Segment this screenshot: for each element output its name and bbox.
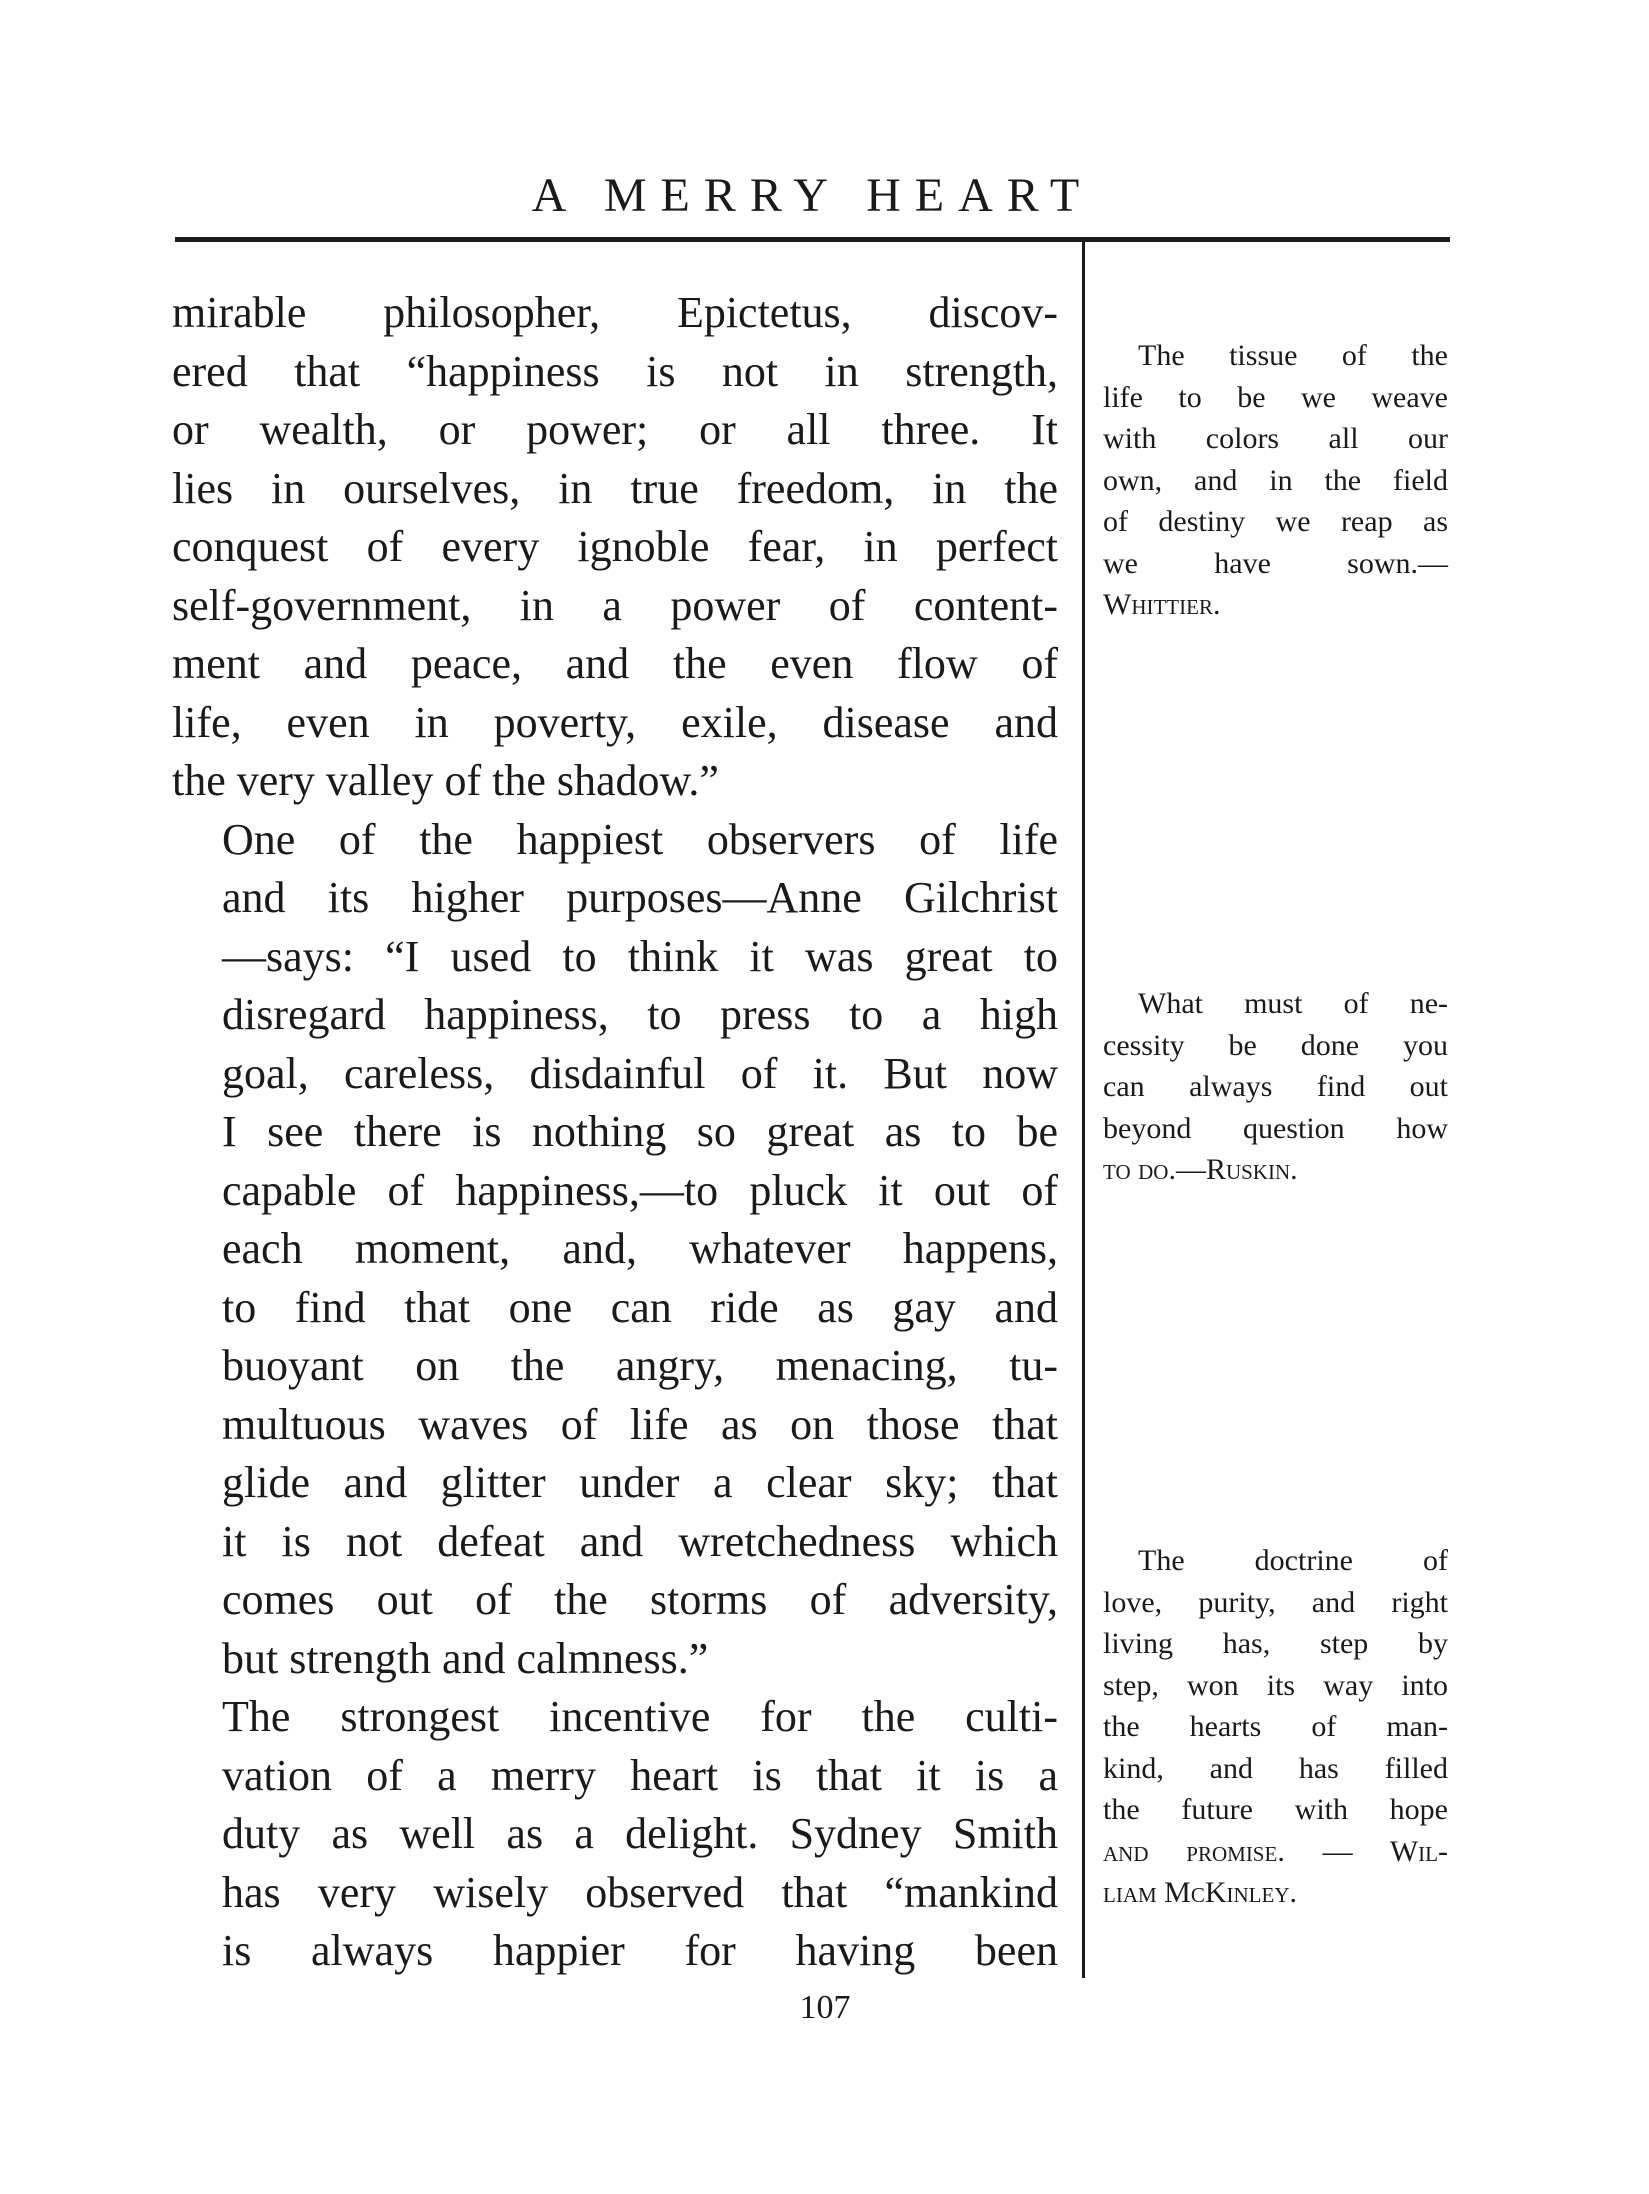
sidenote-line: beyond question how [1103,1111,1448,1145]
column-divider-rule [1082,240,1085,1978]
text-line: buoyant on the angry, menacing, tu- [222,1341,1058,1390]
text-line: the very valley of the shadow.” [172,756,719,805]
sidenote-line: step, won its way into [1103,1668,1448,1702]
paragraph-gilchrist [172,811,1058,1689]
text-line: conquest of every ignoble fear, in perfect [172,522,1058,571]
sidenote-line: cessity be done you [1103,1028,1448,1062]
text-line: but strength and calmness.” [222,1633,709,1683]
text-line: The strongest incentive for the culti- [222,1692,1058,1741]
sidenote-attribution: Whittier. [1103,588,1221,621]
text-line: comes out of the storms of adversity, [222,1575,1058,1624]
text-line: self-government, in a power of content- [172,580,1058,630]
page-number: 107 [799,1989,851,2026]
text-line: ment and peace, and the even flow of [172,639,1058,688]
sidenote-line: The doctrine of [1138,1544,1448,1577]
sidenote-attribution: liam McKinley. [1103,1876,1297,1909]
header-rule [175,237,1450,242]
sidenote-line: and promise. — Wil- [1103,1834,1448,1868]
text-line: is always happier for having been [222,1926,1058,1975]
main-text-column [172,284,1058,1981]
sidenote-ruskin [1103,983,1448,1191]
text-line: lies in ourselves, in true freedom, in the [172,463,1058,513]
sidenote-line: of destiny we reap as [1103,505,1448,538]
sidenote-line: love, purity, and right [1103,1585,1448,1619]
text-line: ered that “happiness is not in strength, [172,346,1058,396]
paragraph-sydney-smith [172,1688,1058,1981]
sidenote-whittier [1103,335,1448,626]
text-line: has very wisely observed that “mankind [222,1867,1058,1917]
text-line: it is not defeat and wretchedness which [222,1516,1058,1566]
text-line: disregard happiness, to press to a high [222,990,1058,1039]
text-line: to find that one can ride as gay and [222,1282,1058,1332]
text-line: mirable philosopher, Epictetus, discov- [172,288,1058,337]
sidenote-line: living has, step by [1103,1627,1448,1660]
text-line: each moment, and, whatever happens, [222,1224,1058,1273]
sidenote-line: the future with hope [1103,1793,1448,1826]
text-line: duty as well as a delight. Sydney Smith [222,1809,1058,1858]
text-line: I see there is nothing so great as to be [222,1107,1058,1156]
sidenote-line: What must of ne- [1138,987,1448,1020]
text-line: or wealth, or power; or all three. It [172,405,1058,454]
text-line: glide and glitter under a clear sky; that [222,1458,1058,1507]
sidenote-mckinley [1103,1540,1448,1914]
sidenote-line: kind, and has filled [1103,1751,1448,1785]
text-line: —says: “I used to think it was great to [222,931,1058,981]
sidenote-line: own, and in the field [1103,463,1448,497]
running-title: A MERRY HEART [531,169,1094,222]
text-line: One of the happiest observers of life [222,814,1058,864]
sidenote-line: the hearts of man- [1103,1710,1448,1743]
sidenote-line: life to be we weave [1103,380,1448,414]
text-line: life, even in poverty, exile, disease and [172,697,1058,747]
text-line: vation of a merry heart is that it is a [222,1750,1058,1800]
text-line: goal, careless, disdainful of it. But now [222,1048,1058,1098]
text-line: multuous waves of life as on those that [222,1399,1058,1449]
sidenote-line: with colors all our [1103,422,1448,455]
text-line: capable of happiness,—to pluck it out of [222,1165,1058,1215]
text-line: and its higher purposes—Anne Gilchrist [222,873,1058,922]
sidenote-line: The tissue of the [1138,339,1448,372]
sidenote-line: can always find out [1103,1070,1448,1103]
paragraph-epictetus [172,284,1058,811]
sidenote-line: to do.—Ruskin. [1103,1153,1298,1186]
sidenote-line: we have sown.— [1103,546,1448,580]
